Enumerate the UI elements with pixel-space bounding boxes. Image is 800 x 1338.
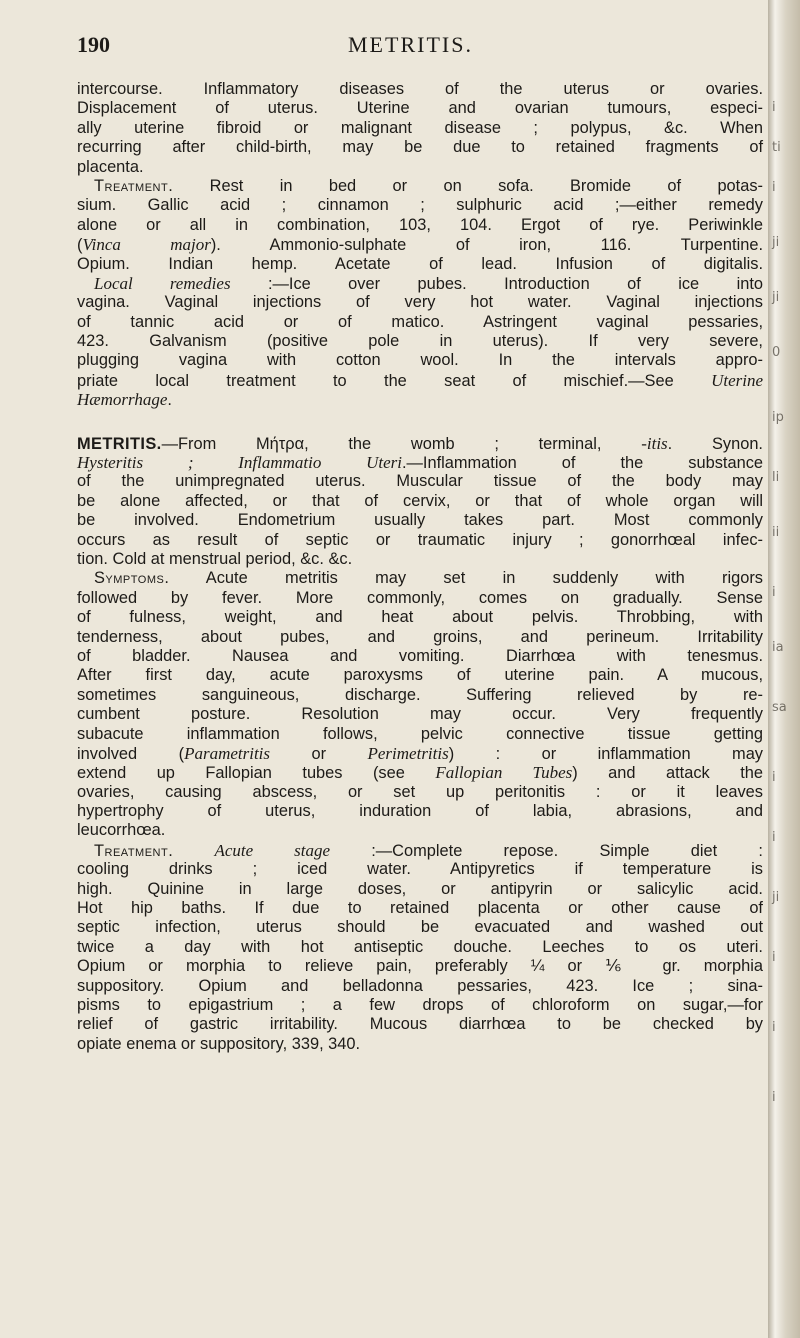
text-line: ally uterine fibroid or malignant disease ; polypus, &c. When — [77, 118, 763, 137]
margin-fragment: ii — [772, 525, 780, 540]
text-line: occurs as result of septic or traumatic injury ; gonorrhœal infec- — [77, 530, 763, 549]
text-line: of tannic acid or of matico. Astringent vaginal pessaries, — [77, 312, 763, 331]
text-line: be involved. Endometrium usually takes part. Most commonly — [77, 511, 763, 530]
text-line: 423. Galvanism (positive pole in uterus). If very severe, — [77, 332, 763, 351]
margin-fragment: i — [772, 1090, 776, 1105]
text-line: followed by fever. More commonly, comes on gradually. Sense — [77, 588, 763, 607]
margin-fragment: ip — [772, 410, 784, 425]
text-line: priate local treatment to the seat of mischief.—See Uterine — [77, 370, 763, 390]
margin-fragment: ia — [772, 640, 784, 655]
section-heading: Symptoms. — [94, 569, 170, 588]
text-line: Hot hip baths. If due to retained placenta or other cause of — [77, 899, 763, 918]
text-line: alone or all in combination, 103, 104. Ergot of rye. Periwinkle — [77, 215, 763, 234]
page-header — [0, 32, 768, 62]
section-heading: Treatment. — [94, 841, 174, 860]
margin-fragment: i — [772, 585, 776, 600]
text-line: relief of gastric irritability. Mucous diarrhœa to be checked by — [77, 1015, 763, 1034]
text-line: subacute inflammation follows, pelvic connective tissue getting — [77, 724, 763, 743]
text-line: intercourse. Inflammatory diseases of the uterus or ovaries. — [77, 80, 763, 98]
margin-fragment: ti — [772, 140, 781, 155]
margin-fragment: 0 — [772, 345, 781, 360]
text-line: Hysteritis ; Inflammatio Uteri.—Inflammation of the substance — [77, 453, 763, 473]
section-heading: Treatment. — [94, 176, 174, 195]
margin-fragment: li — [772, 470, 780, 485]
margin-fragment: i — [772, 1020, 776, 1035]
margin-fragment: ji — [772, 890, 780, 905]
text-line: cumbent posture. Resolution may occur. Very frequently — [77, 705, 763, 724]
text-line: high. Quinine in large doses, or antipyrin or salicylic acid. — [77, 879, 763, 898]
text-line: leucorrhœa. — [77, 821, 166, 840]
body-text — [77, 80, 763, 1054]
text-line: Treatment. Rest in bed or on sofa. Bromide of potas- — [94, 176, 763, 195]
text-line: Treatment. Acute stage :—Complete repose. Simple diet : — [94, 840, 763, 860]
entry-heading: METRITIS. — [77, 434, 162, 453]
text-line: Displacement of uterus. Uterine and ovarian tumours, especi- — [77, 99, 763, 118]
text-line: METRITIS.—From Μήτρα, the womb ; terminal, -itis. Synon. — [77, 433, 763, 453]
facing-page-edge — [768, 0, 800, 1338]
text-line: septic infection, uterus should be evacuated and washed out — [77, 918, 763, 937]
text-line: extend up Fallopian tubes (see Fallopian Tubes) and attack the — [77, 763, 763, 783]
margin-fragment: ji — [772, 235, 780, 250]
text-line: Hæmorrhage. — [77, 390, 172, 410]
text-line: ovaries, causing abscess, or set up peritonitis : or it leaves — [77, 782, 763, 801]
text-line: pisms to epigastrium ; a few drops of chloroform on sugar,—for — [77, 995, 763, 1014]
text-line: sium. Gallic acid ; cinnamon ; sulphuric acid ;—either remedy — [77, 196, 763, 215]
margin-fragment: i — [772, 100, 776, 115]
text-line: involved (Parametritis or Perimetritis) : or inflammation may — [77, 743, 764, 763]
margin-fragment: i — [772, 180, 776, 195]
margin-fragment: ji — [772, 290, 780, 305]
text-line: cooling drinks ; iced water. Antipyretics if temperature is — [77, 860, 763, 879]
text-line: After first day, acute paroxysms of uterine pain. A mucous, — [77, 666, 763, 685]
text-line: tenderness, about pubes, and groins, and perineum. Irritability — [77, 627, 763, 646]
margin-fragment: i — [772, 950, 776, 965]
text-line: hypertrophy of uterus, induration of labia, abrasions, and — [77, 802, 763, 821]
text-line: recurring after child-birth, may be due to retained fragments of — [77, 138, 763, 157]
text-line: Local remedies :—Ice over pubes. Introduction of ice into — [94, 273, 763, 293]
text-line: suppository. Opium and belladonna pessaries, 423. Ice ; sina- — [77, 976, 763, 995]
text-line: vagina. Vaginal injections of very hot water. Vaginal injections — [77, 293, 763, 312]
margin-fragment: i — [772, 830, 776, 845]
text-line: plugging vagina with cotton wool. In the intervals appro- — [77, 351, 763, 370]
running-head: METRITIS. — [348, 32, 473, 57]
margin-fragment: sa — [772, 700, 787, 715]
margin-fragment: i — [772, 770, 776, 785]
text-line: Opium or morphia to relieve pain, preferably ¼ or ⅙ gr. morphia — [77, 957, 763, 976]
text-line: of the unimpregnated uterus. Muscular tissue of the body may — [77, 472, 763, 491]
text-line: of bladder. Nausea and vomiting. Diarrhœa with tenesmus. — [77, 646, 763, 665]
text-line: sometimes sanguineous, discharge. Suffering relieved by re- — [77, 685, 763, 704]
text-line: tion. Cold at menstrual period, &c. &c. — [77, 549, 353, 568]
text-line: (Vinca major). Ammonio-sulphate of iron, 116. Turpentine. — [77, 235, 763, 255]
page-number: 190 — [77, 32, 110, 57]
text-line: twice a day with hot antiseptic douche. Leeches to os uteri. — [77, 937, 763, 956]
text-line: placenta. — [77, 157, 144, 176]
text-line: of fulness, weight, and heat about pelvis. Throbbing, with — [77, 608, 763, 627]
text-line: opiate enema or suppository, 339, 340. — [77, 1034, 361, 1053]
text-line: be alone affected, or that of cervix, or that of whole organ will — [77, 491, 763, 510]
text-line: Opium. Indian hemp. Acetate of lead. Infusion of digitalis. — [77, 254, 763, 273]
text-line: Symptoms. Acute metritis may set in suddenly with rigors — [94, 569, 763, 588]
